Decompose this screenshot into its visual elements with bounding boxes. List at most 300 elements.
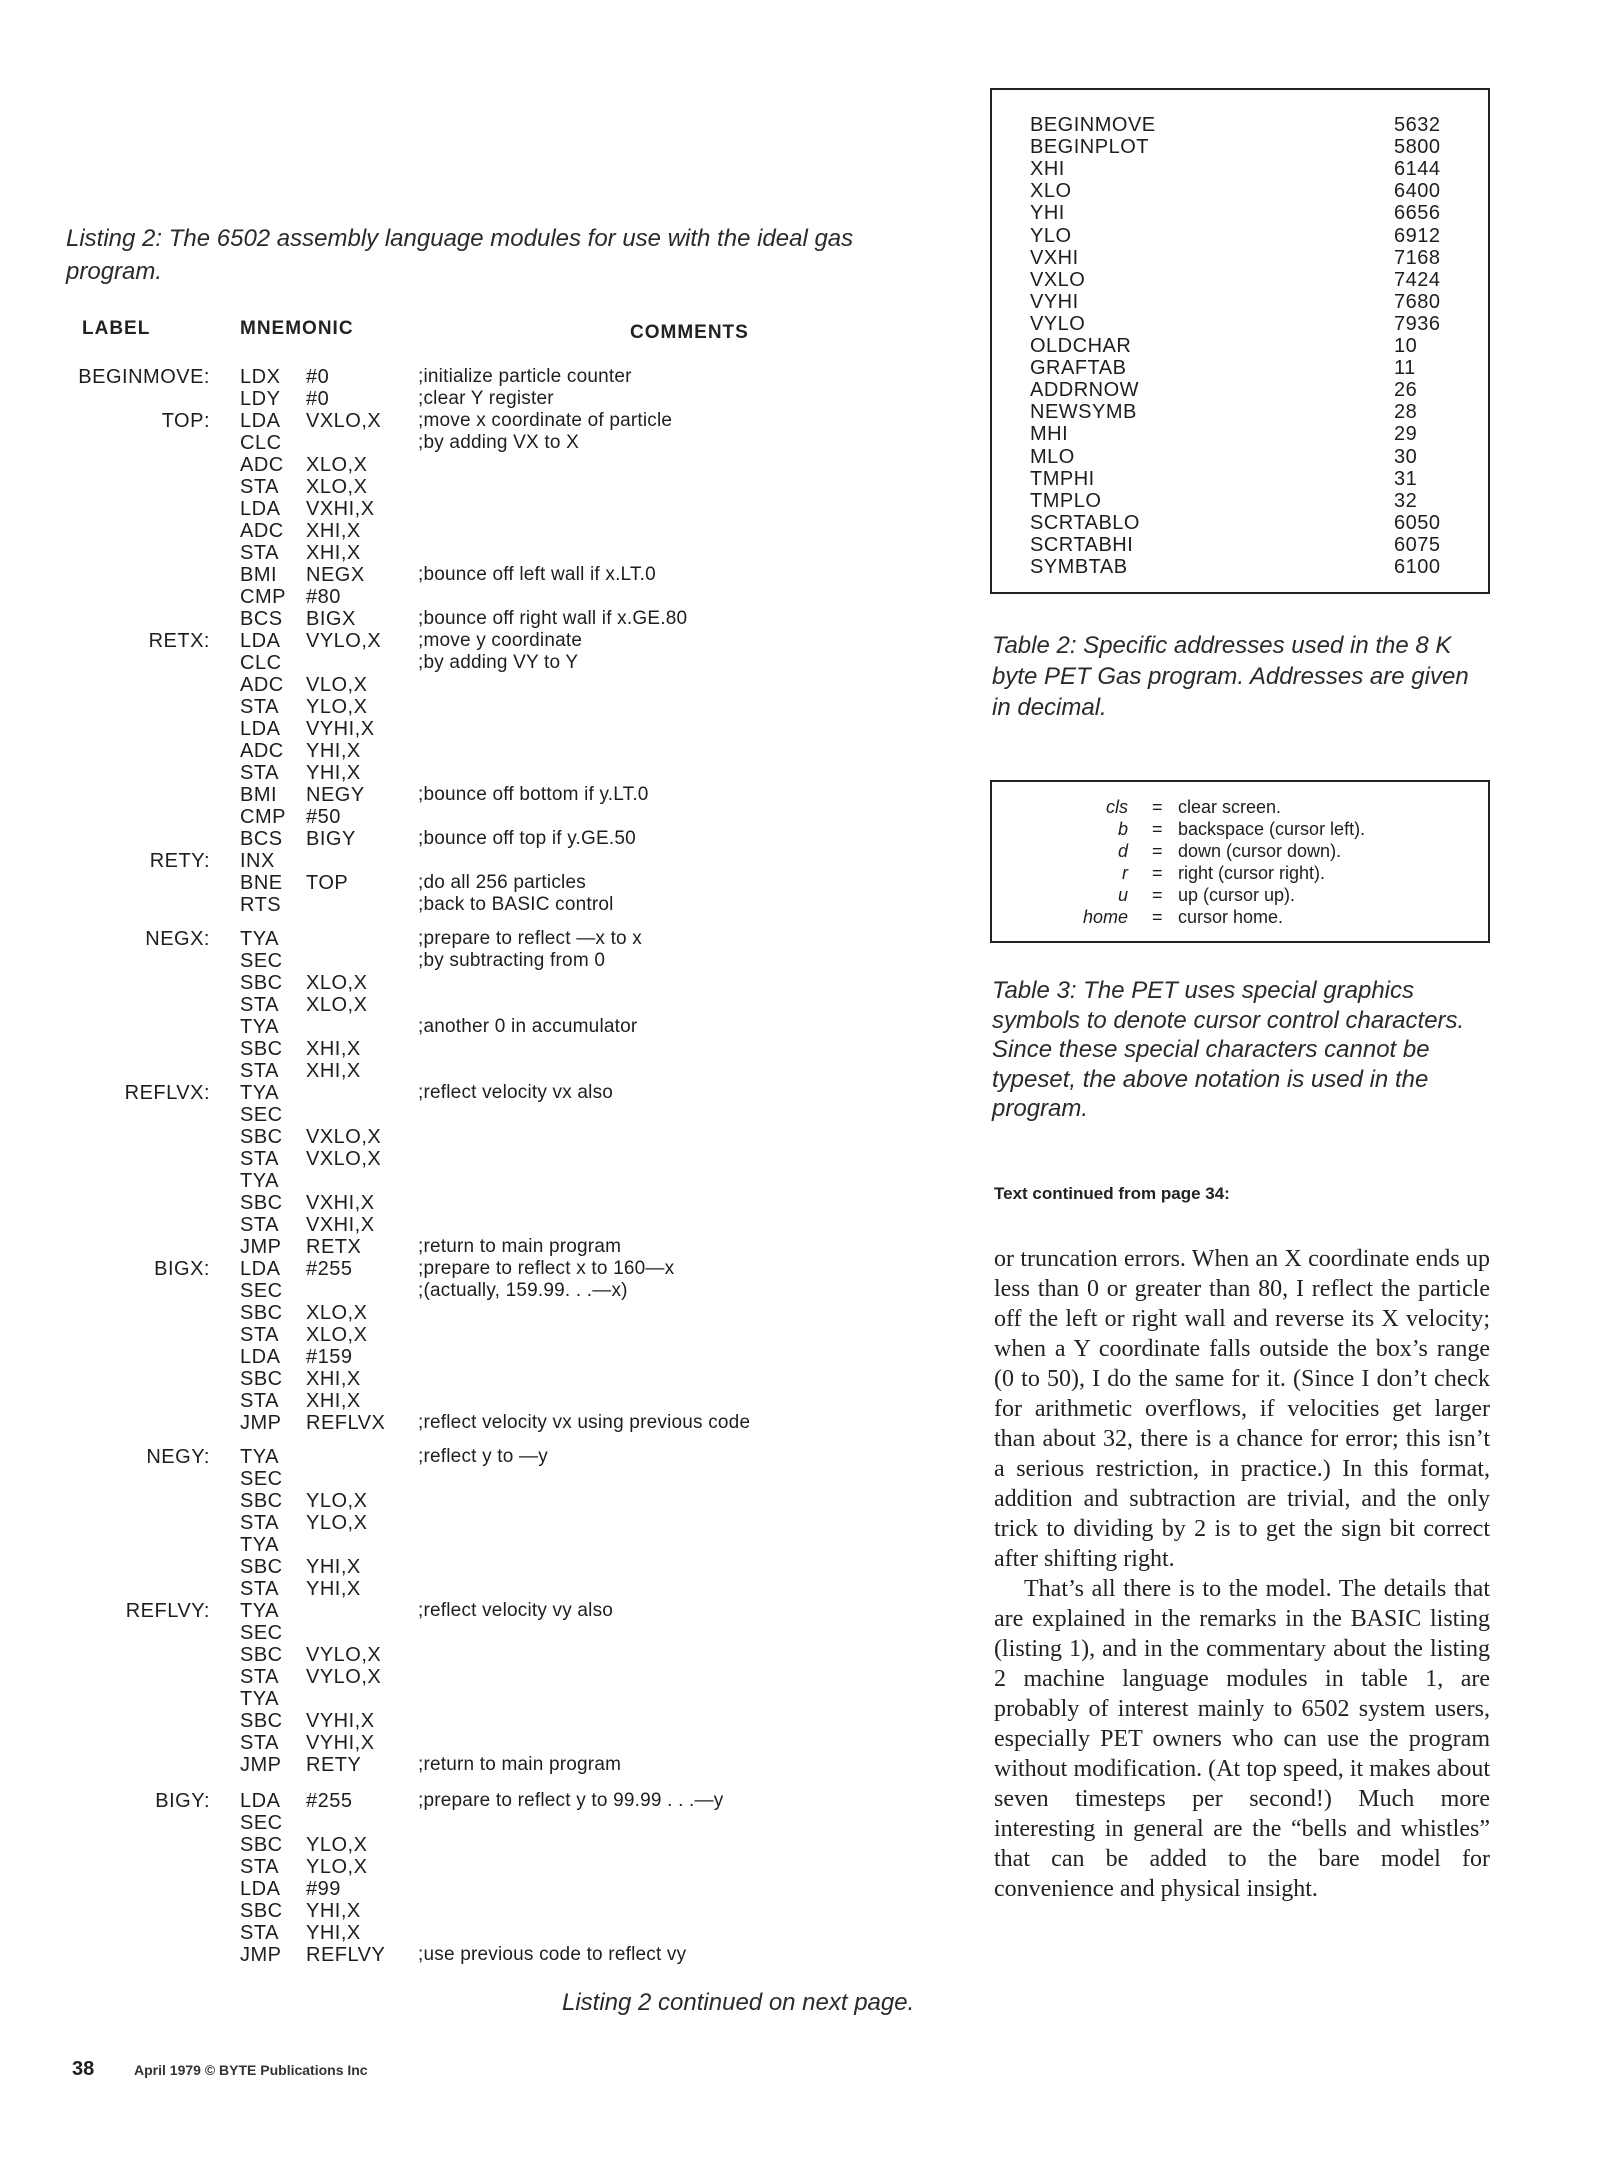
listing-label-cell [40, 1754, 210, 1776]
listing-opcode: SBC [240, 1302, 283, 1324]
address-name: VYLO [1030, 312, 1086, 335]
listing-line [0, 1710, 900, 1732]
listing-opcode: STA [240, 1148, 279, 1170]
address-name: GRAFTAB [1030, 357, 1127, 380]
listing-operand: XLO,X [306, 994, 368, 1016]
listing-comment: ;clear Y register [418, 388, 554, 409]
listing-label-cell [40, 1236, 210, 1258]
address-table-row [1030, 202, 1450, 224]
listing-opcode: TYA [240, 1170, 279, 1192]
listing-label-cell [40, 608, 210, 630]
address-name: YHI [1030, 202, 1065, 225]
listing-operand: YLO,X [306, 1856, 368, 1878]
listing-label-cell [40, 652, 210, 674]
continued-from-note: Text continued from page 34: [994, 1184, 1230, 1203]
listing-line [0, 586, 900, 608]
listing-comment: ;bounce off left wall if x.LT.0 [418, 564, 656, 585]
listing-operand: #159 [306, 1346, 353, 1368]
listing-opcode: STA [240, 1512, 279, 1534]
listing-caption: Listing 2: The 6502 assembly language modules for use with the ideal gas program. [66, 225, 854, 285]
listing-label-cell [40, 928, 210, 950]
listing-label: BEGINMOVE: [78, 366, 210, 388]
listing-line [0, 1600, 900, 1622]
listing-line [0, 476, 900, 498]
listing-label-cell [40, 1644, 210, 1666]
listing-opcode: JMP [240, 1944, 282, 1966]
symbol-equals: = [1152, 819, 1163, 839]
listing-operand: YLO,X [306, 1490, 368, 1512]
listing-line [0, 740, 900, 762]
listing-label-cell [40, 1302, 210, 1324]
listing-opcode: SEC [240, 1280, 283, 1302]
listing-comment: ;bounce off top if y.GE.50 [418, 828, 636, 849]
listing-line [0, 1060, 900, 1082]
listing-label-cell [40, 454, 210, 476]
listing-operand: REFLVX [306, 1412, 386, 1434]
listing-label-cell [40, 1082, 210, 1104]
listing-label-cell [40, 1834, 210, 1856]
symbol-equals: = [1152, 885, 1163, 905]
listing-label-cell [40, 1016, 210, 1038]
symbol-notation: u [1117, 885, 1128, 905]
listing-operand: TOP [306, 872, 349, 894]
listing-opcode: SBC [240, 1556, 283, 1578]
comments-column-header: COMMENTS [630, 322, 749, 343]
listing-line [0, 520, 900, 542]
listing-label-cell [40, 828, 210, 850]
listing-opcode: JMP [240, 1412, 282, 1434]
listing-label-cell [40, 498, 210, 520]
listing-line [0, 1126, 900, 1148]
listing-label: REFLVY: [125, 1600, 210, 1622]
address-name: VXLO [1030, 268, 1086, 291]
listing-opcode: INX [240, 850, 275, 872]
address-value: 7680 [1394, 290, 1441, 313]
listing-operand: VYLO,X [306, 1644, 382, 1666]
listing-line [0, 994, 900, 1016]
listing-line [0, 1324, 900, 1346]
listing-operand: YLO,X [306, 1834, 368, 1856]
listing-label-cell [40, 1346, 210, 1368]
listing-label-cell [40, 1878, 210, 1900]
listing-label-cell [40, 872, 210, 894]
symbol-notation: b [1117, 819, 1128, 839]
listing-label-cell [40, 542, 210, 564]
listing-line [0, 1148, 900, 1170]
address-name: OLDCHAR [1030, 335, 1132, 357]
symbol-equals: = [1152, 907, 1163, 927]
symbol-table-row [992, 818, 1488, 840]
listing-opcode: LDA [240, 1346, 281, 1368]
listing-opcode: SBC [240, 972, 283, 994]
listing-operand: XHI,X [306, 1390, 361, 1412]
symbol-equals: = [1152, 841, 1163, 861]
listing-operand: YLO,X [306, 1512, 368, 1534]
listing-label: NEGX: [145, 928, 210, 950]
listing-line [0, 564, 900, 586]
listing-line [0, 1790, 900, 1812]
listing-comment: ;return to main program [418, 1236, 622, 1257]
listing-label: REFLVX: [124, 1082, 210, 1104]
listing-operand: XHI,X [306, 520, 361, 542]
listing-label-cell [40, 1922, 210, 1944]
address-name: ADDRNOW [1030, 379, 1140, 402]
listing-opcode: JMP [240, 1754, 282, 1776]
listing-operand: #255 [306, 1258, 353, 1280]
listing-comment: ;do all 256 particles [418, 872, 586, 893]
listing-label-cell [40, 1126, 210, 1148]
listing-line [0, 1038, 900, 1060]
symbol-notation: cls [1106, 797, 1128, 817]
listing-line [0, 928, 900, 950]
listing-line [0, 1900, 900, 1922]
address-table-row [1030, 335, 1450, 357]
listing-operand: XLO,X [306, 454, 368, 476]
address-table-row [1030, 401, 1450, 423]
listing-label-cell [40, 1170, 210, 1192]
listing-opcode: STA [240, 1060, 279, 1082]
listing-line [0, 542, 900, 564]
listing-label-cell [40, 1790, 210, 1812]
listing-operand: VXLO,X [306, 1126, 382, 1148]
listing-operand: BIGX [306, 608, 356, 630]
listing-opcode: CMP [240, 806, 286, 828]
address-value: 31 [1394, 467, 1418, 490]
cursor-symbol-table [990, 780, 1490, 943]
listing-line [0, 950, 900, 972]
listing-opcode: STA [240, 1324, 279, 1346]
listing-label-cell [40, 1710, 210, 1732]
address-table-row [1030, 291, 1450, 313]
listing-line [0, 1258, 900, 1280]
listing-operand: #255 [306, 1790, 353, 1812]
listing-label-cell [40, 1578, 210, 1600]
listing-opcode: LDX [240, 366, 281, 388]
listing-label-cell [40, 718, 210, 740]
listing-label-cell [40, 630, 210, 652]
listing-opcode: BMI [240, 564, 278, 586]
listing-operand: VXHI,X [306, 498, 375, 520]
address-name: BEGINPLOT [1030, 136, 1149, 159]
listing-operand: VYLO,X [306, 630, 382, 652]
listing-line [0, 784, 900, 806]
symbol-table-row [992, 884, 1488, 906]
address-name: YLO [1030, 224, 1072, 247]
listing-label-cell [40, 784, 210, 806]
listing-label-cell [40, 950, 210, 972]
address-value: 6656 [1394, 202, 1441, 225]
address-table-row [1030, 136, 1450, 158]
symbol-table-row [992, 906, 1488, 928]
listing-opcode: SBC [240, 1192, 283, 1214]
symbol-notation: d [1117, 841, 1128, 861]
address-table-row [1030, 114, 1450, 136]
listing-line [0, 1534, 900, 1556]
listing-operand: YHI,X [306, 762, 361, 784]
listing-line [0, 1578, 900, 1600]
listing-operand: XHI,X [306, 542, 361, 564]
listing-operand: REFLVY [306, 1944, 386, 1966]
listing-line [0, 454, 900, 476]
listing-label-cell [40, 1856, 210, 1878]
symbol-description: cursor home. [1178, 907, 1284, 927]
listing-label-cell [40, 410, 210, 432]
symbol-description: clear screen. [1178, 797, 1282, 817]
symbol-table-row [992, 796, 1488, 818]
listing-label: NEGY: [146, 1446, 210, 1468]
listing-line [0, 1302, 900, 1324]
listing-line [0, 806, 900, 828]
listing-operand: VXHI,X [306, 1192, 375, 1214]
listing-opcode: STA [240, 542, 279, 564]
address-table-row [1030, 180, 1450, 202]
listing-operand: XLO,X [306, 972, 368, 994]
address-name: SYMBTAB [1030, 556, 1128, 578]
address-value: 26 [1394, 379, 1418, 402]
listing-opcode: CMP [240, 586, 286, 608]
listing-opcode: TYA [240, 1446, 279, 1468]
listing-label-cell [40, 1214, 210, 1236]
listing-comment: ;bounce off bottom if y.LT.0 [418, 784, 649, 805]
listing-opcode: TYA [240, 1600, 279, 1622]
symbol-notation: r [1122, 863, 1128, 883]
listing-operand: NEGX [306, 564, 365, 586]
listing-label-cell [40, 1534, 210, 1556]
listing-opcode: SBC [240, 1900, 283, 1922]
listing-label-cell [40, 366, 210, 388]
listing-opcode: ADC [240, 674, 284, 696]
listing-opcode: RTS [240, 894, 282, 916]
listing-line [0, 1368, 900, 1390]
listing-opcode: TYA [240, 928, 279, 950]
listing-line [0, 1016, 900, 1038]
listing-opcode: STA [240, 1214, 279, 1236]
address-value: 6144 [1394, 158, 1441, 181]
listing-label-cell [40, 894, 210, 916]
listing-label-cell [40, 520, 210, 542]
listing-operand: XHI,X [306, 1368, 361, 1390]
listing-line [0, 498, 900, 520]
listing-comment: ;prepare to reflect —x to x [418, 928, 642, 949]
listing-label-cell [40, 1688, 210, 1710]
listing-line [0, 630, 900, 652]
listing-label-cell [40, 1512, 210, 1534]
address-value: 6075 [1394, 533, 1441, 556]
address-value: 6912 [1394, 224, 1441, 247]
listing-line [0, 366, 900, 388]
address-name: XLO [1030, 180, 1072, 203]
listing-label-cell [40, 994, 210, 1016]
listing-opcode: SEC [240, 950, 283, 972]
listing-opcode: TYA [240, 1688, 279, 1710]
listing-operand: NEGY [306, 784, 365, 806]
listing-line [0, 1922, 900, 1944]
label-column-header: LABEL [82, 318, 151, 339]
article-body [994, 1244, 1490, 1904]
listing-comment: ;bounce off right wall if x.GE.80 [418, 608, 688, 629]
listing-opcode: TYA [240, 1082, 279, 1104]
article-paragraph: That’s all there is to the model. The details that are explained in the remarks in the BASIC listing (listing 1), and in the commentary about the listing 2 machine language modules in table 1, are probably of interest mainly to 6502 system users, especially PET owners who can use the program without modification. (At top speed, it makes about seven timesteps per second!) Much more interesting in general are the “bells and whistles” that can be added to the bare model for convenience and physical insight. [994, 1576, 1490, 1902]
listing-opcode: SEC [240, 1468, 283, 1490]
listing-label-cell [40, 1812, 210, 1834]
listing-operand: XLO,X [306, 1302, 368, 1324]
address-name: SCRTABLO [1030, 511, 1140, 534]
listing-line [0, 1082, 900, 1104]
listing-label-cell [40, 1368, 210, 1390]
listing-label-cell [40, 1280, 210, 1302]
address-value: 7936 [1394, 312, 1441, 335]
listing-line [0, 1192, 900, 1214]
listing-operand: YHI,X [306, 1556, 361, 1578]
listing-operand: #0 [306, 388, 330, 410]
listing-line [0, 674, 900, 696]
listing-line [0, 718, 900, 740]
listing-line [0, 1644, 900, 1666]
listing-operand: RETY [306, 1754, 362, 1776]
listing-label-cell [40, 1060, 210, 1082]
address-value: 10 [1394, 335, 1418, 357]
listing-operand: YHI,X [306, 1900, 361, 1922]
listing-label-cell [40, 1944, 210, 1966]
symbol-table-row [992, 840, 1488, 862]
listing-label-cell [40, 806, 210, 828]
listing-opcode: SBC [240, 1126, 283, 1148]
listing-label-cell [40, 1468, 210, 1490]
address-table-row [1030, 490, 1450, 512]
address-name: SCRTABHI [1030, 533, 1134, 556]
listing-opcode: SEC [240, 1812, 283, 1834]
listing-line [0, 1556, 900, 1578]
listing-line [0, 1446, 900, 1468]
listing-line [0, 1732, 900, 1754]
listing-continued-note: Listing 2 continued on next page. [562, 1989, 915, 2016]
address-name: TMPHI [1030, 467, 1095, 490]
listing-line [0, 1512, 900, 1534]
listing-operand: BIGY [306, 828, 356, 850]
listing-label-cell [40, 1104, 210, 1126]
listing-opcode: JMP [240, 1236, 282, 1258]
symbol-description: right (cursor right). [1178, 863, 1326, 883]
address-table-row [1030, 468, 1450, 490]
listing-label-cell [40, 674, 210, 696]
listing-operand: VYHI,X [306, 1710, 375, 1732]
listing-label-cell [40, 740, 210, 762]
listing-comment: ;by adding VX to X [418, 432, 579, 453]
listing-opcode: STA [240, 994, 279, 1016]
listing-line [0, 1236, 900, 1258]
listing-operand: YHI,X [306, 1578, 361, 1600]
listing-comment: ;reflect velocity vx using previous code [418, 1412, 751, 1433]
listing-label-cell [40, 1490, 210, 1512]
listing-comment: ;reflect velocity vx also [418, 1082, 614, 1103]
listing-label-cell [40, 586, 210, 608]
listing-line [0, 872, 900, 894]
listing-opcode: STA [240, 1666, 279, 1688]
listing-label-cell [40, 762, 210, 784]
symbol-notation: home [1082, 907, 1128, 927]
listing-opcode: LDA [240, 498, 281, 520]
listing-line [0, 972, 900, 994]
listing-operand: YLO,X [306, 696, 368, 718]
symbol-description: down (cursor down). [1178, 841, 1342, 861]
listing-operand: VYLO,X [306, 1666, 382, 1688]
listing-operand: VXLO,X [306, 410, 382, 432]
listing-opcode: STA [240, 696, 279, 718]
listing-label: RETX: [148, 630, 210, 652]
table3-caption: Table 3: The PET uses special graphics symbols to denote cursor control characters. Since these special characters cannot be typeset, the above notation is used in the program. [992, 977, 1465, 1122]
listing-opcode: CLC [240, 432, 282, 454]
listing-opcode: STA [240, 1856, 279, 1878]
address-value: 29 [1394, 423, 1418, 446]
address-value: 6100 [1394, 556, 1441, 578]
address-value: 7424 [1394, 268, 1441, 291]
listing-operand: XHI,X [306, 1060, 361, 1082]
listing-comment: ;move x coordinate of particle [418, 410, 673, 431]
listing-line [0, 608, 900, 630]
listing-opcode: LDY [240, 388, 281, 410]
listing-label-cell [40, 564, 210, 586]
listing-operand: #99 [306, 1878, 341, 1900]
listing-label: RETY: [149, 850, 210, 872]
listing-opcode: ADC [240, 740, 284, 762]
listing-label-cell [40, 1732, 210, 1754]
listing-opcode: TYA [240, 1016, 279, 1038]
address-value: 5800 [1394, 136, 1441, 159]
symbol-equals: = [1152, 797, 1163, 817]
address-value: 6400 [1394, 180, 1441, 203]
listing-opcode: SBC [240, 1834, 283, 1856]
address-table-row [1030, 225, 1450, 247]
listing-label-cell [40, 1622, 210, 1644]
listing-label-cell [40, 850, 210, 872]
listing-operand: #50 [306, 806, 341, 828]
listing-label-cell [40, 1258, 210, 1280]
listing-operand: XHI,X [306, 1038, 361, 1060]
address-table-row [1030, 158, 1450, 180]
listing-label-cell [40, 696, 210, 718]
listing-label: TOP: [161, 410, 210, 432]
listing-label-cell [40, 1600, 210, 1622]
address-name: VXHI [1030, 246, 1079, 269]
listing-operand: VXLO,X [306, 1148, 382, 1170]
listing-line [0, 1490, 900, 1512]
listing-comment: ;(actually, 159.99. . .—x) [418, 1280, 628, 1301]
listing-line [0, 1834, 900, 1856]
listing-line [0, 850, 900, 872]
listing-opcode: ADC [240, 520, 284, 542]
address-value: 11 [1394, 357, 1416, 380]
listing-label-cell [40, 1666, 210, 1688]
listing-comment: ;back to BASIC control [418, 894, 614, 915]
address-value: 6050 [1394, 511, 1441, 534]
address-table [990, 88, 1490, 594]
symbol-equals: = [1152, 863, 1163, 883]
listing-opcode: SBC [240, 1644, 283, 1666]
listing-opcode: SBC [240, 1490, 283, 1512]
listing-line [0, 1878, 900, 1900]
listing-comment: ;return to main program [418, 1754, 622, 1775]
listing-opcode: LDA [240, 1878, 281, 1900]
listing-line [0, 1754, 900, 1776]
listing-label-cell [40, 476, 210, 498]
symbol-description: backspace (cursor left). [1178, 819, 1366, 839]
address-name: TMPLO [1030, 489, 1102, 512]
listing-line [0, 652, 900, 674]
listing-label-cell [40, 1148, 210, 1170]
listing-line [0, 1280, 900, 1302]
listing-opcode: LDA [240, 410, 281, 432]
listing-line [0, 1346, 900, 1368]
